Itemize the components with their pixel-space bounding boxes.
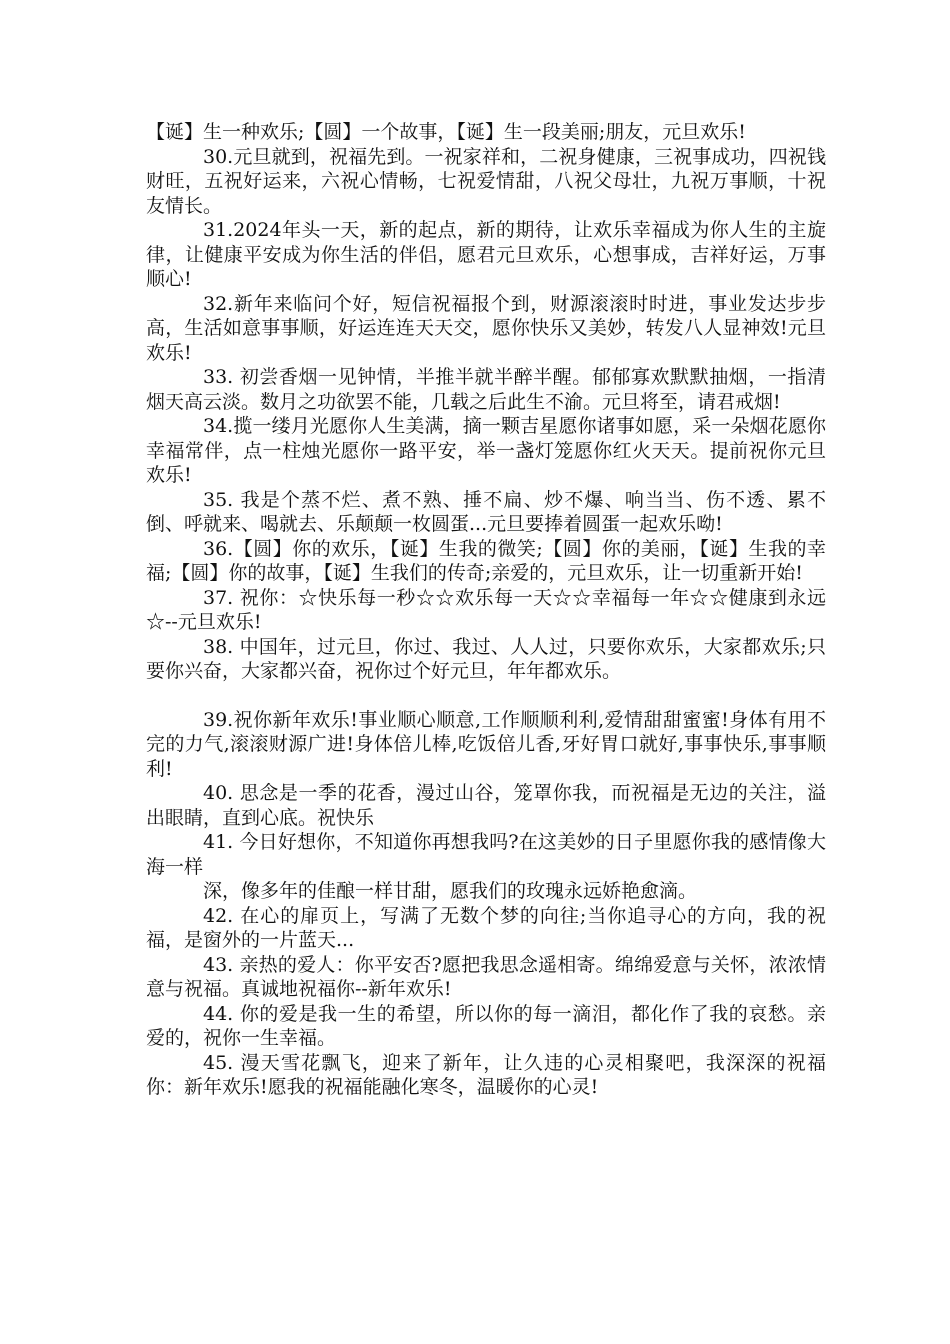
paragraph-45: 45. 漫天雪花飘飞，迎来了新年，让久违的心灵相聚吧，我深深的祝福你：新年欢乐!愿我的祝福能融化寒冬，温暖你的心灵!: [146, 1051, 826, 1098]
paragraph-31: 31.2024年头一天，新的起点，新的期待，让欢乐幸福成为你人生的主旋律，让健康平安成为你生活的伴侣，愿君元旦欢乐，心想事成，吉祥好运，万事顺心!: [146, 219, 826, 290]
paragraph-34: 34.揽一缕月光愿你人生美满，摘一颗吉星愿你诸事如愿，采一朵烟花愿你幸福常伴，点一柱烛光愿你一路平安，举一盏灯笼愿你红火天天。提前祝你元旦欢乐!: [146, 415, 826, 486]
paragraph-41-continued: 深，像多年的佳酿一样甘甜，愿我们的玫瑰永远娇艳愈滴。: [203, 880, 698, 902]
paragraph-33: 33. 初尝香烟一见钟情，半推半就半醉半醒。郁郁寡欢默默抽烟，一指清烟天高云淡。数月之功欲罢不能，几载之后此生不渝。元旦将至，请君戒烟!: [146, 366, 826, 413]
paragraph-43: 43. 亲热的爱人：你平安否?愿把我思念遥相寄。绵绵爱意与关怀，浓浓情意与祝福。真诚地祝福你--新年欢乐!: [146, 953, 826, 1000]
paragraph-41: 41. 今日好想你，不知道你再想我吗?在这美妙的日子里愿你我的感情像大海一样: [146, 831, 826, 878]
paragraph-38: 38. 中国年，过元旦，你过、我过、人人过，只要你欢乐，大家都欢乐;只要你兴奋，大家都兴奋，祝你过个好元旦，年年都欢乐。: [146, 635, 826, 682]
paragraph-36: 36.【圆】你的欢乐，【诞】生我的微笑;【圆】你的美丽，【诞】生我的幸福;【圆】你的故事，【诞】生我们的传奇;亲爱的，元旦欢乐，让一切重新开始!: [146, 537, 826, 584]
paragraph-40: 40. 思念是一季的花香，漫过山谷，笼罩你我，而祝福是无边的关注，溢出眼睛，直到心底。祝快乐: [146, 782, 826, 829]
paragraph-32: 32.新年来临问个好，短信祝福报个到，财源滚滚时时进，事业发达步步高，生活如意事事顺，好运连连天天交，愿你快乐又美妙，转发八人显神效!元旦欢乐!: [146, 292, 826, 364]
paragraph-44: 44. 你的爱是我一生的希望，所以你的每一滴泪，都化作了我的哀愁。亲爱的，祝你一生幸福。: [146, 1002, 826, 1049]
paragraph-39: 39.祝你新年欢乐!事业顺心顺意,工作顺顺利利,爱情甜甜蜜蜜!身体有用不完的力气,滚滚财源广进!身体倍儿棒,吃饭倍儿香,牙好胃口就好,事事快乐,事事顺利!: [146, 708, 826, 780]
paragraph-37: 37. 祝你：☆快乐每一秒☆☆欢乐每一天☆☆幸福每一年☆☆健康到永远☆--元旦欢乐!: [146, 586, 826, 633]
document-body: [146, 120, 826, 1100]
paragraph-35: 35. 我是个蒸不烂、煮不熟、捶不扁、炒不爆、响当当、伤不透、累不倒、呼就来、喝就去、乐颠颠一枚圆蛋...元旦要捧着圆蛋一起欢乐呦!: [146, 488, 826, 535]
paragraph-42: 42. 在心的扉页上，写满了无数个梦的向往;当你追寻心的方向，我的祝福，是窗外的一片蓝天...: [146, 904, 826, 951]
paragraph-30: 30.元旦就到，祝福先到。一祝家祥和，二祝身健康，三祝事成功，四祝钱财旺，五祝好运来，六祝心情畅，七祝爱情甜，八祝父母壮，九祝万事顺，十祝友情长。: [146, 145, 826, 217]
paragraph-continued: 【诞】生一种欢乐;【圆】一个故事，【诞】生一段美丽;朋友，元旦欢乐!: [146, 121, 746, 143]
